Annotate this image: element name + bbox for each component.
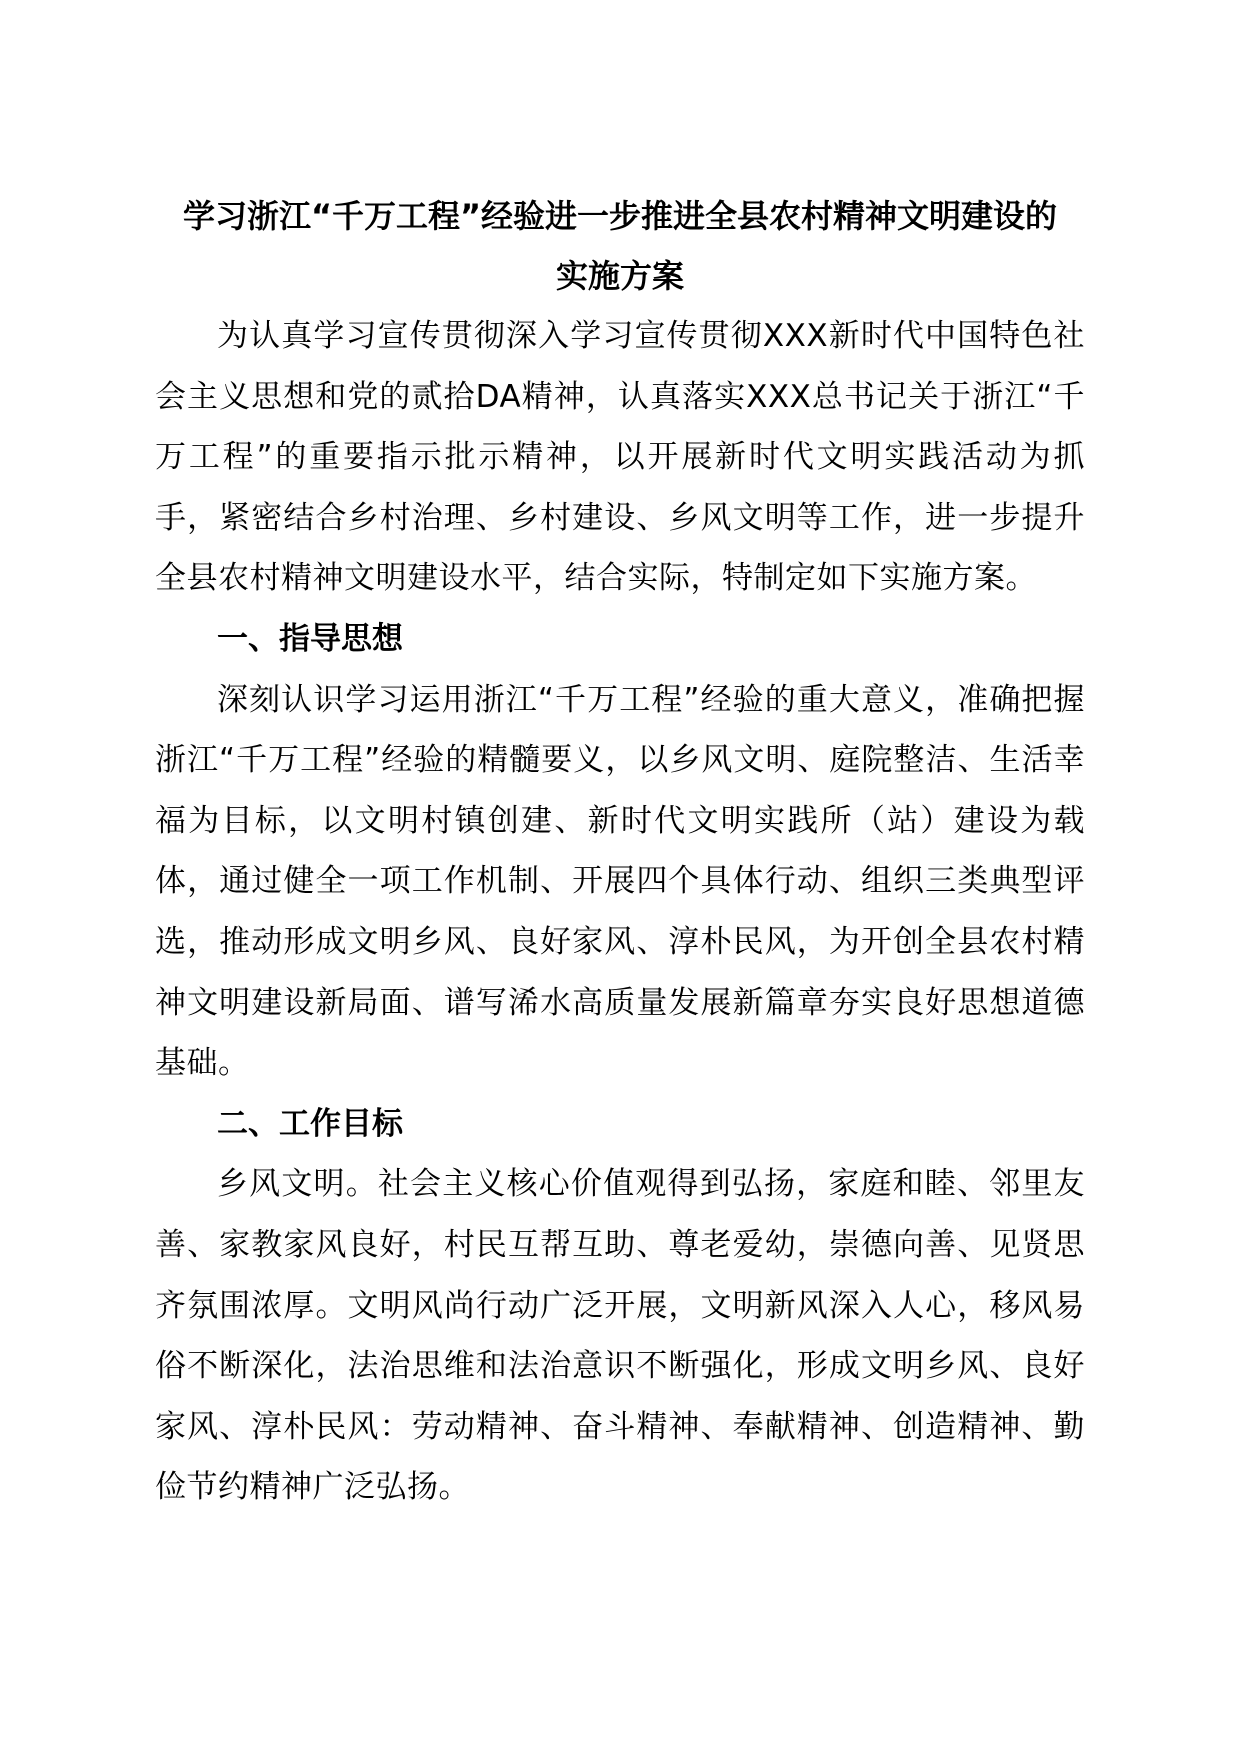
document-title-line-2: 实施方案 xyxy=(555,257,684,295)
section-heading-guiding-ideology: 一、指导思想 xyxy=(217,620,403,657)
section-body-guiding-ideology: 深刻认识学习运用浙江“千万工程”经验的重大意义，准确把握浙江“千万工程”经验的精髓要义，以乡风文明、庭院整洁、生活幸福为目标，以文明村镇创建、新时代文明实践所（站）建设为载体，通过健全一项工作机制、开展四个具体行动、组织三类典型评选，推动形成文明乡风、良好家风、淳朴民风，为开创全县农村精神文明建设新局面、谱写浠水高质量发展新篇章夯实良好思想道德基础。 xyxy=(155,681,1085,1082)
section-heading-work-goals: 二、工作目标 xyxy=(217,1105,403,1142)
document-title-line-1: 学习浙江“千万工程”经验进一步推进全县农村精神文明建设的 xyxy=(182,197,1058,235)
section-body-work-goals: 乡风文明。社会主义核心价值观得到弘扬，家庭和睦、邻里友善、家教家风良好，村民互帮互助、尊老爱幼，崇德向善、见贤思齐氛围浓厚。文明风尚行动广泛开展，文明新风深入人心，移风易俗不断深化，法治思维和法治意识不断强化，形成文明乡风、良好家风、淳朴民风：劳动精神、奋斗精神、奉献精神、创造精神、勤俭节约精神广泛弘扬。 xyxy=(155,1166,1085,1506)
intro-paragraph: 为认真学习宣传贯彻深入学习宣传贯彻XXX新时代中国特色社会主义思想和党的贰拾DA精神，认真落实XXX总书记关于浙江“千万工程”的重要指示批示精神，以开展新时代文明实践活动为抓手，紧密结合乡村治理、乡村建设、乡风文明等工作，进一步提升全县农村精神文明建设水平，结合实际，特制定如下实施方案。 xyxy=(155,318,1085,597)
document-title xyxy=(155,186,1085,306)
document-page xyxy=(155,186,1085,1518)
